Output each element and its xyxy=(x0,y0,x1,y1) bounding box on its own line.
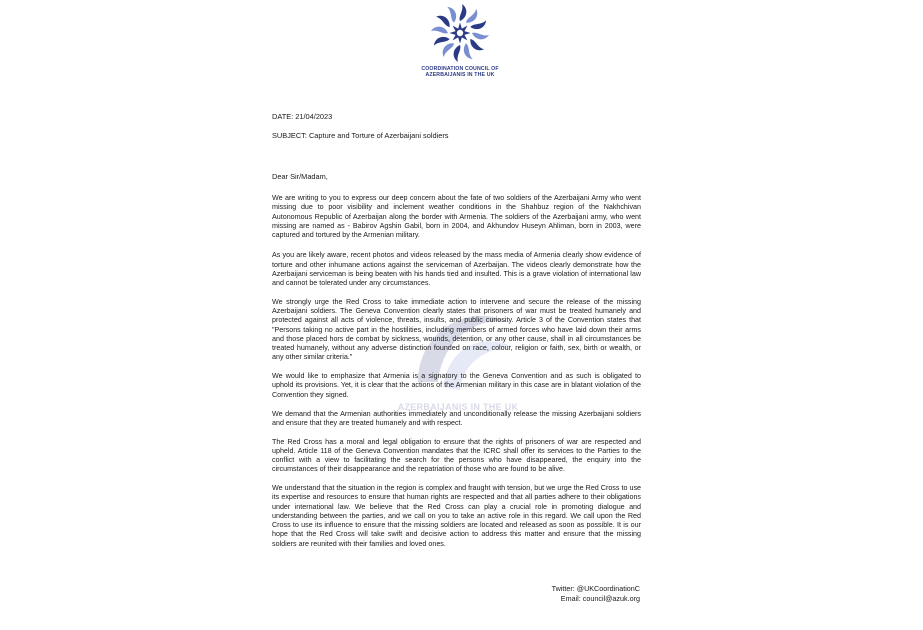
letter-body xyxy=(272,194,641,559)
watermark-text: AZERBAIJANIS IN THE UK xyxy=(397,402,519,412)
body-paragraph: As you are likely aware, recent photos and videos released by the mass media of Armenia clearly show evidence of torture and other inhumane actions against the serviceman of Azerbaijan. The videos clearly demonstrate how the Azerbaijani serviceman is being beaten with his hands tied and insulted. This is a grave violation of international law and cannot be tolerated under any circumstances. xyxy=(272,251,641,287)
twitter-handle: Twitter: @UKCoordinationC xyxy=(551,584,640,593)
contact-email: Email: council@azuk.org xyxy=(560,594,640,603)
logo-petal xyxy=(440,40,454,58)
body-paragraph: We understand that the situation in the region is complex and fraught with tension, but we urge the Red Cross to use its expertise and resources to ensure that human rights are respected and that all parties adhere to their obligations under international law. We believe that the Red Cross can play a crucial role in promoting dialogue and understanding between the parties, and we call on you to take an active role in this regard. We call upon the Red Cross to use its influence to ensure that the missing soldiers are located and released as soon as possible. It is our hope that the Red Cross will take swift and decisive action to address this matter and ensure that the missing soldiers are reunited with their families and loved ones. xyxy=(272,484,641,548)
logo-petal xyxy=(466,8,480,26)
contact-info xyxy=(552,584,640,604)
body-paragraph: We strongly urge the Red Cross to take immediate action to intervene and secure the release of the missing Azerbaijani soldiers. The Geneva Convention clearly states that prisoners of war must be treated humanely and protected against all acts of violence, threats, insults, and public curiosity. Article 3 of the Convention states that "Persons taking no active part in the hostilities, including members of armed forces who have laid down their arms and those placed hors de combat by sickness, wounds, detention, or any other cause, shall in all circumstances be treated humanely, without any adverse distinction founded on race, colour, religion or faith, sex, birth or wealth, or any other similar criteria." xyxy=(272,297,641,362)
logo-petal xyxy=(435,13,453,27)
org-name-line1: COORDINATION COUNCIL OF xyxy=(421,66,499,72)
logo-petal xyxy=(460,4,467,21)
letter-subject: SUBJECT: Capture and Torture of Azerbaijani soldiers xyxy=(272,131,449,140)
org-name-line2: AZERBAIJANIS IN THE UK xyxy=(425,72,495,79)
logo-petal xyxy=(454,45,461,62)
organization-name xyxy=(420,66,500,78)
star-rosette-logo-icon xyxy=(429,2,491,64)
logo-petal xyxy=(467,39,485,53)
body-paragraph: We are writing to you to express our deep concern about the fate of two soldiers of the Azerbaijani Army who went missing due to poor visibility and inclement weather conditions in the Shahbuz region of the Nakhchivan Autonomous Republic of Azerbaijan along the border with Armenia. The soldiers of the Azerbaijani army, who went missing are named as - Babirov Agshin Gabil, born in 2004, and Akhundov Huseyn Ahliman, born in 2003, were captured and tortured by the Armenian military. xyxy=(272,194,641,239)
letterhead xyxy=(420,2,500,78)
logo-petal xyxy=(472,33,489,40)
body-paragraph: We would like to emphasize that Armenia is a signatory to the Geneva Convention and as such is obligated to uphold its provisions. Yet, it is clear that the actions of the Armenian military in this case are in blatant violation of the Convention they signed. xyxy=(272,372,641,399)
body-paragraph: The Red Cross has a moral and legal obligation to ensure that the rights of prisoners of war are respected and upheld. Article 118 of the Geneva Convention mandates that the ICRC shall offer its services to the Parties to the conflict with a view to facilitating the search for the persons who have disappeared, the enquiry into the circumstances of their disappearance and the repatriation of those who are found to be alive. xyxy=(272,437,641,474)
letter-salutation: Dear Sir/Madam, xyxy=(272,172,328,181)
logo-petal xyxy=(431,27,448,34)
body-paragraph: We demand that the Armenian authorities immediately and unconditionally release the missing Azerbaijani soldiers and ensure that they are treated humanely and with respect. xyxy=(272,409,641,427)
letter-date: DATE: 21/04/2023 xyxy=(272,112,333,121)
